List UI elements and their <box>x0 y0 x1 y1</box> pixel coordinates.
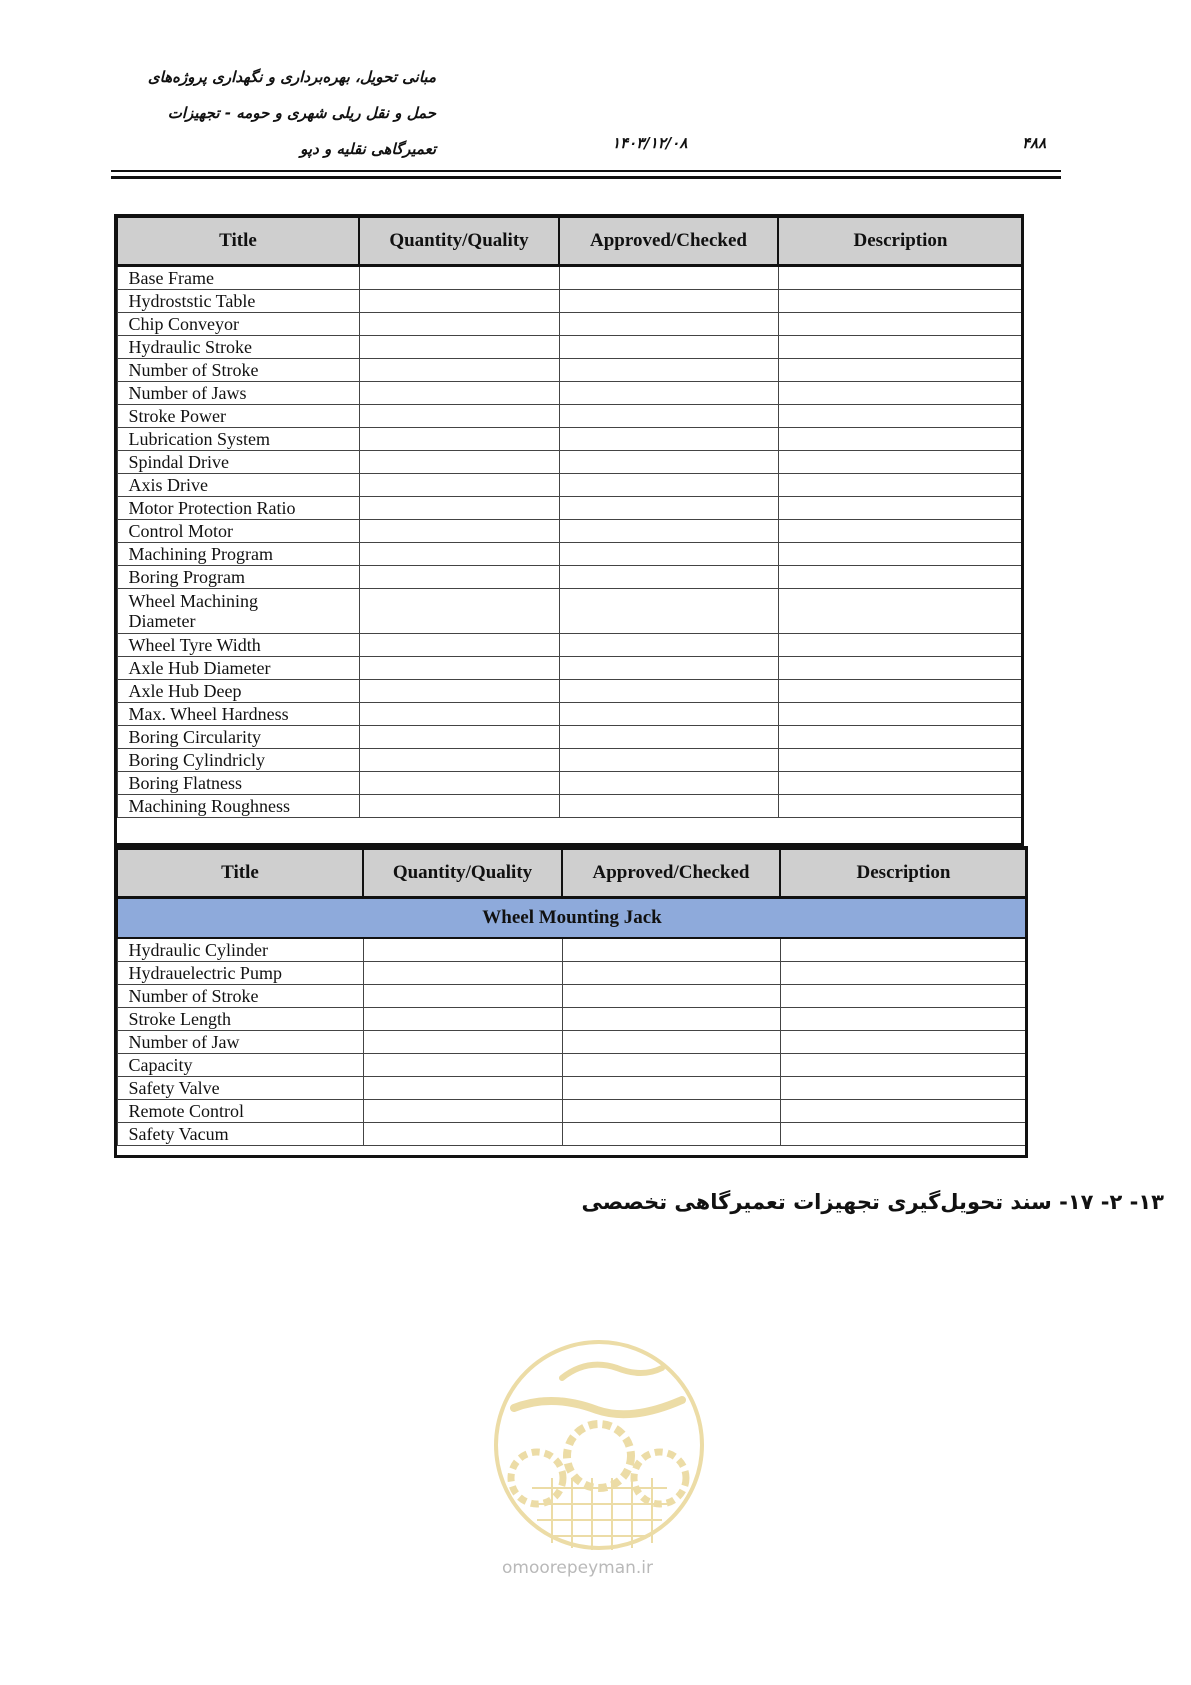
approved-checked-cell[interactable] <box>559 566 778 589</box>
row-title: Boring Cylindricly <box>117 749 359 772</box>
section-caption: ۱۳- ۲- ۱۷- سند تحویل‌گیری تجهیزات تعمیرگاهی تخصصی <box>581 1190 1164 1214</box>
quantity-quality-cell[interactable] <box>359 405 559 428</box>
row-title: Control Motor <box>117 520 359 543</box>
column-header-approved-checked: Approved/Checked <box>562 849 780 898</box>
approved-checked-cell[interactable] <box>559 405 778 428</box>
approved-checked-cell[interactable] <box>559 451 778 474</box>
row-title: Hydraulic Cylinder <box>117 938 363 962</box>
row-title: Number of Stroke <box>117 359 359 382</box>
header-date: ۱۴۰۳/۱۲/۰۸ <box>612 134 688 152</box>
approved-checked-cell[interactable] <box>559 474 778 497</box>
section-title: Wheel Mounting Jack <box>117 898 1027 939</box>
description-cell[interactable] <box>778 497 1023 520</box>
approved-checked-cell[interactable] <box>562 1123 780 1146</box>
approved-checked-cell[interactable] <box>559 772 778 795</box>
row-title: Safety Valve <box>117 1077 363 1100</box>
table-row <box>117 749 1023 772</box>
approved-checked-cell[interactable] <box>562 1100 780 1123</box>
quantity-quality-cell[interactable] <box>363 1031 562 1054</box>
quantity-quality-cell[interactable] <box>359 520 559 543</box>
section-header-row <box>117 898 1027 939</box>
description-cell[interactable] <box>780 1123 1027 1146</box>
quantity-quality-cell[interactable] <box>363 1054 562 1077</box>
description-cell[interactable] <box>780 1054 1027 1077</box>
description-cell[interactable] <box>778 474 1023 497</box>
table-row <box>117 680 1023 703</box>
table-row <box>117 359 1023 382</box>
approved-checked-cell[interactable] <box>562 962 780 985</box>
quantity-quality-cell[interactable] <box>359 634 559 657</box>
table-row <box>117 428 1023 451</box>
header-title-line-2: حمل و نقل ریلی شهری و حومه - تجهیزات <box>167 104 436 122</box>
row-title: Base Frame <box>117 266 359 290</box>
table-header-row <box>117 217 1023 266</box>
quantity-quality-cell[interactable] <box>359 451 559 474</box>
description-cell[interactable] <box>778 772 1023 795</box>
row-title: Remote Control <box>117 1100 363 1123</box>
column-header-quantity-quality: Quantity/Quality <box>363 849 562 898</box>
column-header-title: Title <box>117 217 359 266</box>
approved-checked-cell[interactable] <box>562 938 780 962</box>
description-cell[interactable] <box>778 680 1023 703</box>
column-header-description: Description <box>780 849 1027 898</box>
description-cell[interactable] <box>780 1008 1027 1031</box>
approved-checked-cell[interactable] <box>562 1054 780 1077</box>
header-title-line-3: تعمیرگاهی نقلیه و دپو <box>300 140 436 158</box>
table-row <box>117 290 1023 313</box>
row-title: Hydraulic Stroke <box>117 336 359 359</box>
table-row <box>117 266 1023 290</box>
quantity-quality-cell[interactable] <box>363 1123 562 1146</box>
watermark-url: omoorepeyman.ir <box>502 1558 654 1578</box>
approved-checked-cell[interactable] <box>559 336 778 359</box>
quantity-quality-cell[interactable] <box>363 985 562 1008</box>
description-cell[interactable] <box>778 566 1023 589</box>
table-row <box>117 703 1023 726</box>
header-title-line-1: مبانی تحویل، بهره‌برداری و نگهداری پروژه‌های <box>147 68 436 86</box>
description-cell[interactable] <box>778 520 1023 543</box>
inspection-table-1 <box>116 216 1024 818</box>
approved-checked-cell[interactable] <box>559 266 778 290</box>
quantity-quality-cell[interactable] <box>359 266 559 290</box>
approved-checked-cell[interactable] <box>559 795 778 818</box>
approved-checked-cell[interactable] <box>559 634 778 657</box>
approved-checked-cell[interactable] <box>559 428 778 451</box>
table-row <box>117 1008 1027 1031</box>
approved-checked-cell[interactable] <box>559 703 778 726</box>
row-title: Number of Stroke <box>117 985 363 1008</box>
quantity-quality-cell[interactable] <box>359 290 559 313</box>
quantity-quality-cell[interactable] <box>359 795 559 818</box>
page-number: ۴۸۸ <box>1022 134 1047 152</box>
description-cell[interactable] <box>778 266 1023 290</box>
row-title: Wheel Tyre Width <box>117 634 359 657</box>
quantity-quality-cell[interactable] <box>359 497 559 520</box>
table-row <box>117 313 1023 336</box>
table-row <box>117 634 1023 657</box>
table-row <box>117 520 1023 543</box>
row-title: Hydroststic Table <box>117 290 359 313</box>
column-header-approved-checked: Approved/Checked <box>559 217 778 266</box>
table-row <box>117 1054 1027 1077</box>
description-cell[interactable] <box>778 359 1023 382</box>
column-header-title: Title <box>117 849 363 898</box>
quantity-quality-cell[interactable] <box>359 543 559 566</box>
row-title: Boring Circularity <box>117 726 359 749</box>
quantity-quality-cell[interactable] <box>359 726 559 749</box>
approved-checked-cell[interactable] <box>559 680 778 703</box>
row-title: Motor Protection Ratio <box>117 497 359 520</box>
table-row <box>117 543 1023 566</box>
table-row <box>117 938 1027 962</box>
row-title: Lubrication System <box>117 428 359 451</box>
table-row <box>117 795 1023 818</box>
omoorepeyman-logo-watermark <box>492 1338 706 1552</box>
row-title: Stroke Length <box>117 1008 363 1031</box>
table-row <box>117 985 1027 1008</box>
quantity-quality-cell[interactable] <box>359 680 559 703</box>
approved-checked-cell[interactable] <box>559 497 778 520</box>
row-title: Machining Program <box>117 543 359 566</box>
description-cell[interactable] <box>780 985 1027 1008</box>
quantity-quality-cell[interactable] <box>359 772 559 795</box>
table-row <box>117 1077 1027 1100</box>
approved-checked-cell[interactable] <box>559 589 778 634</box>
approved-checked-cell[interactable] <box>559 382 778 405</box>
description-cell[interactable] <box>778 703 1023 726</box>
quantity-quality-cell[interactable] <box>359 382 559 405</box>
approved-checked-cell[interactable] <box>559 749 778 772</box>
description-cell[interactable] <box>778 543 1023 566</box>
row-title: Number of Jaw <box>117 1031 363 1054</box>
table-row <box>117 1100 1027 1123</box>
description-cell[interactable] <box>778 795 1023 818</box>
row-title: Boring Flatness <box>117 772 359 795</box>
row-title: Boring Program <box>117 566 359 589</box>
description-cell[interactable] <box>780 1100 1027 1123</box>
header-rule-top <box>111 170 1061 172</box>
table-row <box>117 336 1023 359</box>
description-cell[interactable] <box>778 726 1023 749</box>
row-title: Machining Roughness <box>117 795 359 818</box>
quantity-quality-cell[interactable] <box>359 566 559 589</box>
approved-checked-cell[interactable] <box>559 520 778 543</box>
row-title: Safety Vacum <box>117 1123 363 1146</box>
description-cell[interactable] <box>780 938 1027 962</box>
approved-checked-cell[interactable] <box>562 985 780 1008</box>
quantity-quality-cell[interactable] <box>363 962 562 985</box>
column-header-description: Description <box>778 217 1023 266</box>
description-cell[interactable] <box>778 336 1023 359</box>
row-title: Axle Hub Deep <box>117 680 359 703</box>
row-title: Capacity <box>117 1054 363 1077</box>
row-title: Stroke Power <box>117 405 359 428</box>
quantity-quality-cell[interactable] <box>359 313 559 336</box>
quantity-quality-cell[interactable] <box>359 474 559 497</box>
description-cell[interactable] <box>778 634 1023 657</box>
description-cell[interactable] <box>780 962 1027 985</box>
column-header-quantity-quality: Quantity/Quality <box>359 217 559 266</box>
table-row <box>117 451 1023 474</box>
description-cell[interactable] <box>778 428 1023 451</box>
description-cell[interactable] <box>778 382 1023 405</box>
approved-checked-cell[interactable] <box>559 657 778 680</box>
approved-checked-cell[interactable] <box>559 359 778 382</box>
table-row <box>117 1123 1027 1146</box>
approved-checked-cell[interactable] <box>559 290 778 313</box>
quantity-quality-cell[interactable] <box>363 1077 562 1100</box>
quantity-quality-cell[interactable] <box>363 1008 562 1031</box>
approved-checked-cell[interactable] <box>562 1031 780 1054</box>
table-row <box>117 962 1027 985</box>
row-title: Number of Jaws <box>117 382 359 405</box>
row-title: Hydrauelectric Pump <box>117 962 363 985</box>
description-cell[interactable] <box>778 589 1023 634</box>
table-row <box>117 589 1023 634</box>
table-header-row <box>117 849 1027 898</box>
table-row <box>117 657 1023 680</box>
quantity-quality-cell[interactable] <box>363 1100 562 1123</box>
table-row <box>117 566 1023 589</box>
row-title: Spindal Drive <box>117 451 359 474</box>
description-cell[interactable] <box>778 290 1023 313</box>
table-row <box>117 474 1023 497</box>
quantity-quality-cell[interactable] <box>363 938 562 962</box>
inspection-table-2 <box>116 848 1028 1146</box>
description-cell[interactable] <box>778 657 1023 680</box>
description-cell[interactable] <box>780 1077 1027 1100</box>
quantity-quality-cell[interactable] <box>359 703 559 726</box>
row-title: Wheel Machining Diameter <box>117 589 359 634</box>
approved-checked-cell[interactable] <box>559 543 778 566</box>
table-row <box>117 726 1023 749</box>
description-cell[interactable] <box>778 451 1023 474</box>
table-row <box>117 772 1023 795</box>
row-title: Max. Wheel Hardness <box>117 703 359 726</box>
quantity-quality-cell[interactable] <box>359 657 559 680</box>
row-title: Axle Hub Diameter <box>117 657 359 680</box>
quantity-quality-cell[interactable] <box>359 428 559 451</box>
approved-checked-cell[interactable] <box>562 1008 780 1031</box>
table-row <box>117 1031 1027 1054</box>
quantity-quality-cell[interactable] <box>359 336 559 359</box>
row-title: Chip Conveyor <box>117 313 359 336</box>
row-title: Axis Drive <box>117 474 359 497</box>
table-row <box>117 405 1023 428</box>
description-cell[interactable] <box>778 749 1023 772</box>
quantity-quality-cell[interactable] <box>359 749 559 772</box>
quantity-quality-cell[interactable] <box>359 359 559 382</box>
description-cell[interactable] <box>778 405 1023 428</box>
quantity-quality-cell[interactable] <box>359 589 559 634</box>
table-row <box>117 382 1023 405</box>
approved-checked-cell[interactable] <box>562 1077 780 1100</box>
approved-checked-cell[interactable] <box>559 313 778 336</box>
header-rule-bottom <box>111 176 1061 179</box>
description-cell[interactable] <box>778 313 1023 336</box>
approved-checked-cell[interactable] <box>559 726 778 749</box>
table-row <box>117 497 1023 520</box>
description-cell[interactable] <box>780 1031 1027 1054</box>
